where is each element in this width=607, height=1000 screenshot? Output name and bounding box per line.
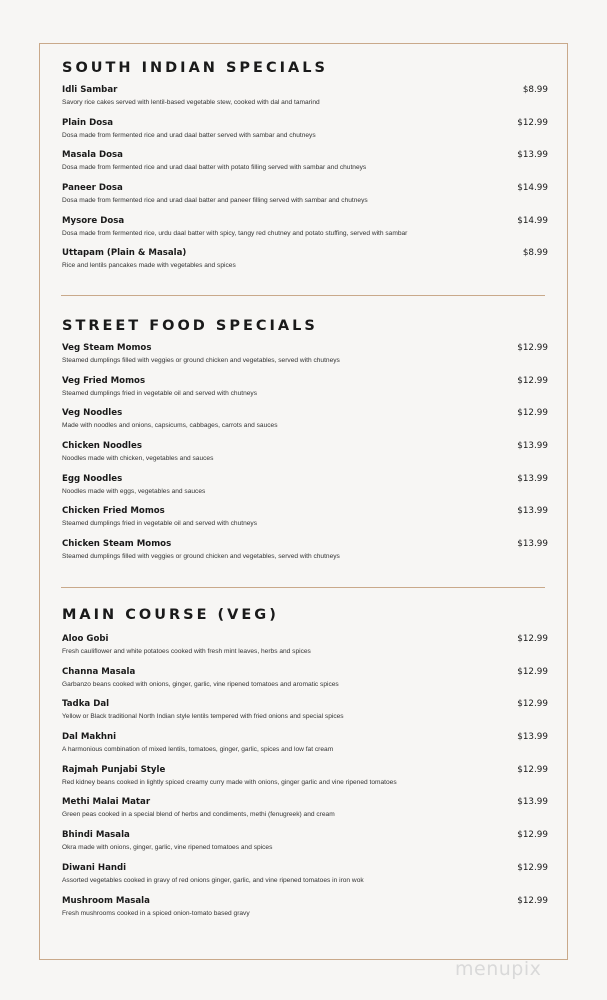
item-price: $14.99	[517, 183, 548, 194]
item-name: Mushroom Masala	[62, 895, 150, 906]
menu-item	[62, 149, 548, 182]
item-price: $13.99	[517, 473, 548, 484]
section-street-food	[62, 316, 548, 571]
item-price: $14.99	[517, 215, 548, 226]
menu-item	[62, 247, 548, 280]
item-name: Chicken Steam Momos	[62, 539, 172, 550]
menu-item	[62, 117, 548, 150]
item-name: Rajmah Punjabi Style	[62, 764, 166, 775]
section-divider	[61, 295, 545, 296]
item-description: Noodles made with eggs, vegetables and sauces	[62, 487, 206, 495]
item-description: Red kidney beans cooked in lightly spiced creamy curry made with onions, ginger garlic and vine ripened tomatoes	[62, 778, 397, 786]
item-price: $12.99	[517, 862, 548, 873]
item-price: $12.99	[517, 117, 548, 128]
item-description: Green peas cooked in a special blend of herbs and condiments, methi (fenugreek) and cream	[62, 811, 335, 819]
menu-item	[62, 538, 548, 571]
item-description: Steamed dumplings fried in vegetable oil and served with chutneys	[62, 520, 257, 528]
item-price: $13.99	[517, 539, 548, 550]
item-name: Methi Malai Matar	[62, 797, 151, 808]
menu-item	[62, 473, 548, 506]
item-price: $13.99	[517, 797, 548, 808]
item-description: Steamed dumplings fried in vegetable oil and served with chutneys	[62, 389, 257, 397]
menu-item	[62, 666, 548, 699]
item-name: Chicken Noodles	[62, 441, 142, 452]
item-name: Veg Noodles	[62, 408, 123, 419]
item-name: Paneer Dosa	[62, 183, 123, 194]
item-description: Garbanzo beans cooked with onions, ginger, garlic, vine ripened tomatoes and aromatic spices	[62, 680, 339, 688]
item-description: Yellow or Black traditional North Indian style lentils tempered with fried onions and special spices	[62, 713, 344, 721]
item-description: Savory rice cakes served with lentil-based vegetable stew, cooked with dal and tamarind	[62, 99, 320, 106]
item-price: $12.99	[517, 830, 548, 841]
item-description: A harmonious combination of mixed lentils, tomatoes, ginger, garlic, spices and low fat cream	[62, 746, 334, 754]
item-name: Plain Dosa	[62, 117, 114, 128]
item-description: Assorted vegetables cooked in gravy of red onions ginger, garlic, and vine ripened tomatoes in iron wok	[62, 876, 364, 884]
item-price: $12.99	[517, 343, 548, 353]
menu-item	[62, 829, 548, 862]
item-name: Egg Noodles	[62, 473, 123, 484]
menu-item	[62, 375, 548, 408]
menupix-watermark: menupix	[455, 958, 542, 980]
menu-item	[62, 215, 548, 248]
item-description: Noodles made with chicken, vegetables and sauces	[62, 455, 214, 463]
item-list	[62, 633, 548, 927]
item-name: Bhindi Masala	[62, 830, 130, 841]
item-name: Diwani Handi	[62, 862, 127, 873]
item-price: $12.99	[517, 408, 548, 419]
item-description: Dosa made from fermented rice and urad daal batter and paneer filling served with sambar and chutneys	[62, 197, 368, 205]
item-name: Aloo Gobi	[62, 634, 109, 644]
section-main-course-veg	[62, 605, 548, 927]
menu-item	[62, 731, 548, 764]
section-title: SOUTH INDIAN SPECIALS	[62, 60, 328, 76]
item-description: Dosa made from fermented rice and urad daal batter served with sambar and chutneys	[62, 131, 316, 139]
item-description: Dosa made from fermented rice, urdu daal batter with spicy, tangy red chutney and potato stuffing, served with sambar	[62, 229, 408, 237]
item-price: $13.99	[517, 506, 548, 517]
item-description: Made with noodles and onions, capsicums, cabbages, carrots and sauces	[62, 422, 278, 430]
item-price: $8.99	[522, 248, 548, 259]
item-price: $8.99	[522, 85, 548, 95]
item-description: Steamed dumplings filled with veggies or ground chicken and vegetables, served with chutneys	[62, 357, 340, 364]
menu-item	[62, 895, 548, 928]
menu-item	[62, 764, 548, 797]
menu-item	[62, 342, 548, 375]
menu-item	[62, 407, 548, 440]
section-divider	[61, 587, 545, 588]
item-description: Steamed dumplings filled with veggies or ground chicken and vegetables, served with chutneys	[62, 553, 340, 561]
menu-item	[62, 633, 548, 666]
section-title: STREET FOOD SPECIALS	[62, 318, 318, 334]
item-name: Masala Dosa	[62, 150, 123, 161]
item-name: Channa Masala	[62, 666, 136, 677]
item-price: $12.99	[517, 666, 548, 677]
menu-item	[62, 698, 548, 731]
item-price: $12.99	[517, 699, 548, 710]
item-name: Mysore Dosa	[62, 215, 125, 226]
menu-item	[62, 182, 548, 215]
item-price: $13.99	[517, 150, 548, 161]
menu-item	[62, 796, 548, 829]
menu-item	[62, 862, 548, 895]
item-price: $13.99	[517, 732, 548, 743]
menu-item	[62, 440, 548, 473]
item-description: Fresh mushrooms cooked in a spiced onion-tomato based gravy	[62, 909, 250, 917]
menu-item	[62, 84, 548, 117]
item-name: Uttapam (Plain & Masala)	[62, 248, 187, 259]
item-price: $12.99	[517, 634, 548, 644]
item-list	[62, 342, 548, 571]
section-title: MAIN COURSE (VEG)	[62, 607, 279, 623]
item-price: $12.99	[517, 895, 548, 906]
item-description: Dosa made from fermented rice and urad daal batter with potato filling served with sambar and chutneys	[62, 164, 367, 172]
item-price: $12.99	[517, 764, 548, 775]
item-name: Tadka Dal	[62, 699, 110, 710]
item-description: Fresh cauliflower and white potatoes cooked with fresh mint leaves, herbs and spices	[62, 648, 311, 655]
menu-item	[62, 505, 548, 538]
item-description: Rice and lentils pancakes made with vegetables and spices	[62, 262, 236, 270]
item-price: $13.99	[517, 441, 548, 452]
item-name: Veg Steam Momos	[62, 343, 152, 353]
item-list	[62, 84, 548, 280]
item-price: $12.99	[517, 375, 548, 386]
item-name: Veg Fried Momos	[62, 375, 146, 386]
section-south-indian	[62, 58, 548, 280]
item-name: Chicken Fried Momos	[62, 506, 165, 517]
item-name: Idli Sambar	[62, 85, 118, 95]
item-name: Dal Makhni	[62, 732, 117, 743]
item-description: Okra made with onions, ginger, garlic, vine ripened tomatoes and spices	[62, 844, 273, 852]
